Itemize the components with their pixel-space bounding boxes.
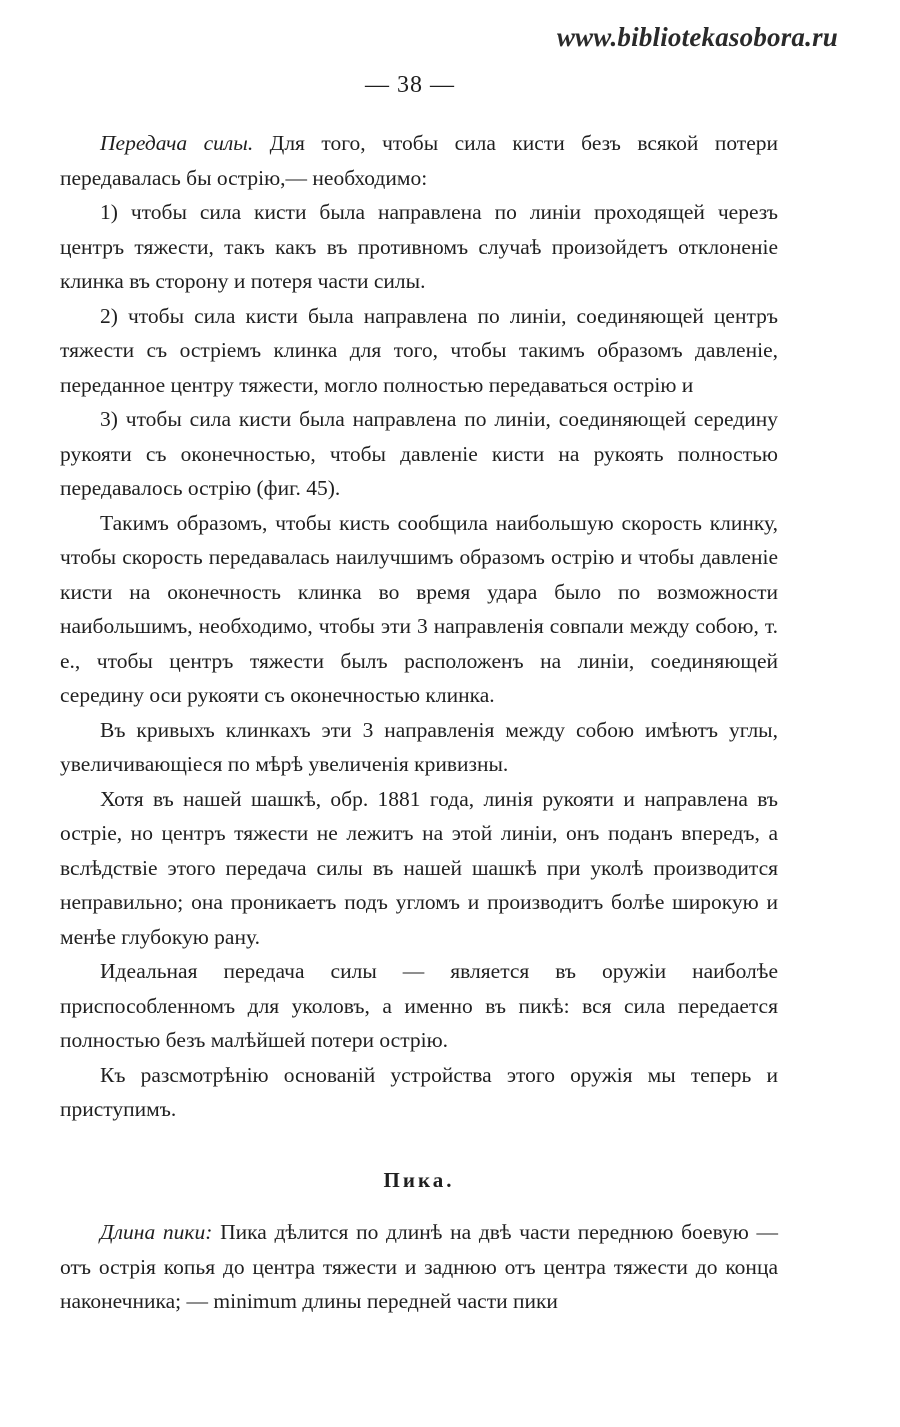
paragraph-conclusion [60,506,778,713]
paragraph-text: Пика дѣлится по длинѣ на двѣ части переднюю боевую — отъ острiя копья до центра тяжести и заднюю отъ центра тяжести до конца наконечника; — minimum длины передней части пики [60,1220,778,1313]
paragraph-transfer-of-force [60,126,778,195]
paragraph-text: Такимъ образомъ, чтобы кисть сообщила наибольшую скорость клинку, чтобы скорость передавалась наилучшимъ образомъ острiю и чтобы давленiе кисти на оконечность клинка во время удара было по возможности наибольшимъ, необходимо, чтобы эти 3 направленiя совпали между собою, т. е., чтобы центръ тяжести былъ расположенъ на линiи, соединяющей середину оси рукояти съ оконечностью клинка. [60,510,778,707]
paragraph-transition [60,1058,778,1127]
section-heading-pika: Пика. [383,1167,455,1192]
paragraph-text: 3) чтобы сила кисти была направлена по линiи, соединяющей середину рукояти съ оконечностью, чтобы давленiе кисти на рукоять полностью передавалось острiю (фиг. 45). [60,407,778,500]
paragraph-text: 1) чтобы сила кисти была направлена по линiи проходящей черезъ центръ тяжести, такъ какъ въ противномъ случаѣ произойдетъ отклоненiе клинка въ сторону и потеря части силы. [60,200,778,293]
paragraph-pike-length [60,1215,778,1319]
page-number: — 38 — [365,72,455,98]
paragraph-lead: Передача силы. [100,131,254,155]
paragraph-text: Для того, чтобы сила кисти безъ всякой потери передавалась бы острiю,— необходимо: [60,131,778,190]
paragraph-text: 2) чтобы сила кисти была направлена по линiи, соединяющей центръ тяжести съ острiемъ клинка для того, чтобы такимъ образомъ давленiе, переданное центру тяжести, могло полностью передаваться острiю и [60,303,778,397]
paragraph-text: Въ кривыхъ клинкахъ эти 3 направленiя между собою имѣютъ углы, увеличивающiеся по мѣрѣ увеличенiя кривизны. [60,717,778,776]
paragraph-lead: Длина пики: [100,1220,213,1244]
paragraph-text: Идеальная передача силы — является въ оружiи наиболѣе приспособленномъ для уколовъ, а именно въ пикѣ: вся сила передается полностью безъ малѣйшей потери острiю. [60,959,778,1052]
paragraph-shashka-1881 [60,782,778,955]
paragraph-condition-2 [60,299,778,403]
paragraph-ideal-transfer [60,954,778,1058]
paragraph-text: Къ разсмотрѣнiю основанiй устройства этого оружiя мы теперь и приступимъ. [60,1062,778,1121]
site-watermark: www.bibliotekasobora.ru [556,22,838,52]
paragraph-condition-3 [60,402,778,506]
paragraph-text: Хотя въ нашей шашкѣ, обр. 1881 года, линiя рукояти и направлена въ острiе, но центръ тяжести не лежитъ на этой линiи, онъ поданъ впередъ, а вслѣдствiе этого передача силы въ нашей шашкѣ при уколѣ производится неправильно; она проникаетъ подъ угломъ и производитъ болѣе широкую и менѣе глубокую рану. [60,786,778,949]
paragraph-curved-blades [60,713,778,782]
paragraph-condition-1 [60,195,778,299]
page-body [60,126,778,1319]
